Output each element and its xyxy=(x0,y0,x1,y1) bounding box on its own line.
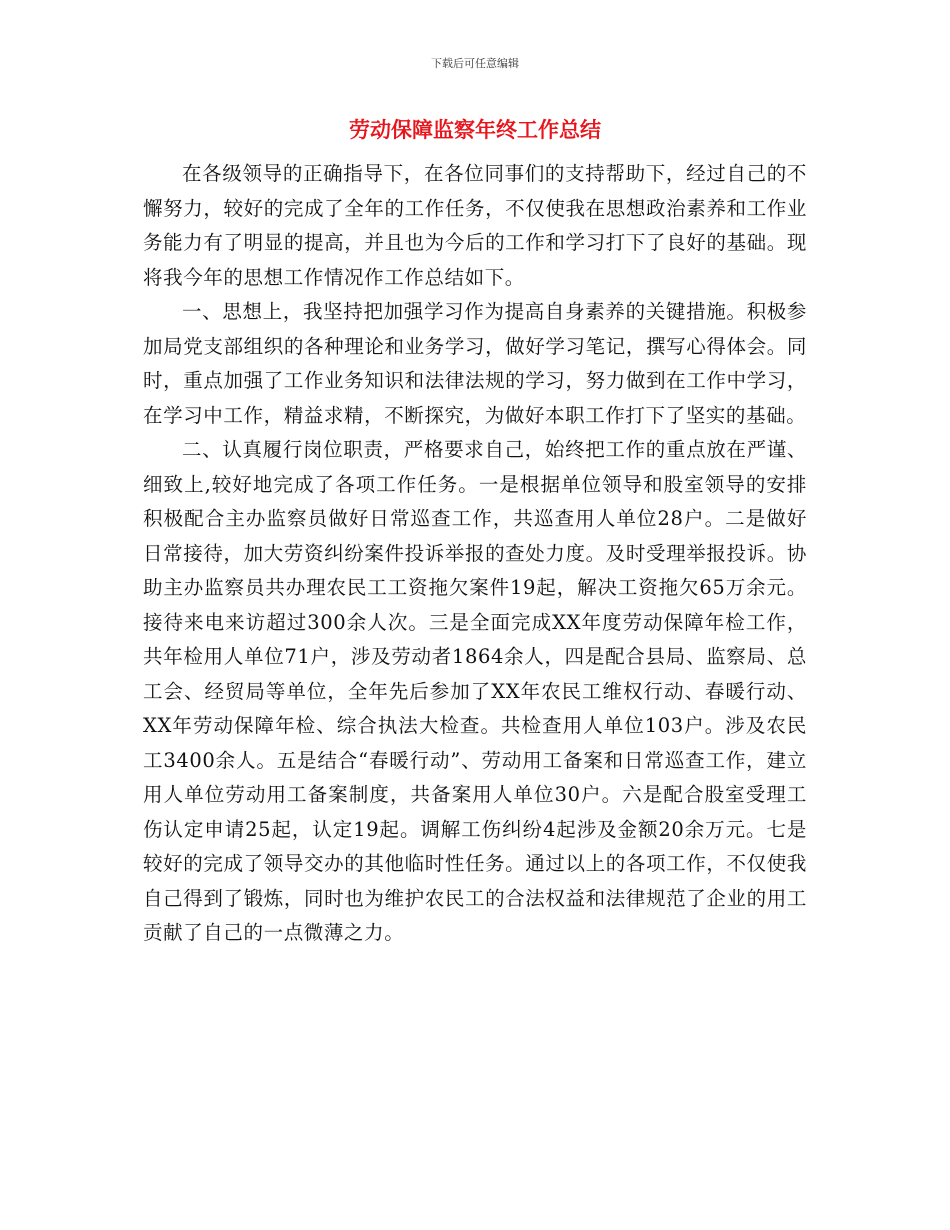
document-title: 劳动保障监察年终工作总结 xyxy=(349,118,601,142)
paragraph-thought: 一、思想上，我坚持把加强学习作为提高自身素养的关键措施。积极参加局党支部组织的各种理论和业务学习，做好学习笔记，撰写心得体会。同时，重点加强了工作业务知识和法律法规的学习，努力做到在工作中学习，在学习中工作，精益求精，不断探究，为做好本职工作打下了坚实的基础。 xyxy=(143,300,807,427)
paragraph-intro: 在各级领导的正确指导下，在各位同事们的支持帮助下，经过自己的不懈努力，较好的完成了全年的工作任务，不仅使我在思想政治素养和工作业务能力有了明显的提高，并且也为今后的工作和学习打下了良好的基础。现将我今年的思想工作情况作工作总结如下。 xyxy=(143,162,807,289)
paragraph-duties: 二、认真履行岗位职责，严格要求自己，始终把工作的重点放在严谨、细致上,较好地完成了各项工作任务。一是根据单位领导和股室领导的安排积极配合主办监察员做好日常巡查工作，共巡查用人单位28户。二是做好日常接待，加大劳资纠纷案件投诉举报的查处力度。及时受理举报投诉。协助主办监察员共办理农民工工资拖欠案件19起，解决工资拖欠65万余元。接待来电来访超过300余人次。三是全面完成XX年度劳动保障年检工作，共年检用人单位71户，涉及劳动者1864余人，四是配合县局、监察局、总工会、经贸局等单位，全年先后参加了XX年农民工维权行动、春暖行动、XX年劳动保障年检、综合执法大检查。共检查用人单位103户。涉及农民工3400余人。五是结合“春暖行动”、劳动用工备案和日常巡查工作，建立用人单位劳动用工备案制度，共备案用人单位30户。六是配合股室受理工伤认定申请25起，认定19起。调解工伤纠纷4起涉及金额20余万元。七是较好的完成了领导交办的其他临时性任务。通过以上的各项工作，不仅使我自己得到了锻炼，同时也为维护农民工的合法权益和法律规范了企业的用工贡献了自己的一点微薄之力。 xyxy=(143,438,807,944)
header-note: 下载后可任意编辑 xyxy=(431,57,519,70)
document-body xyxy=(143,157,807,951)
